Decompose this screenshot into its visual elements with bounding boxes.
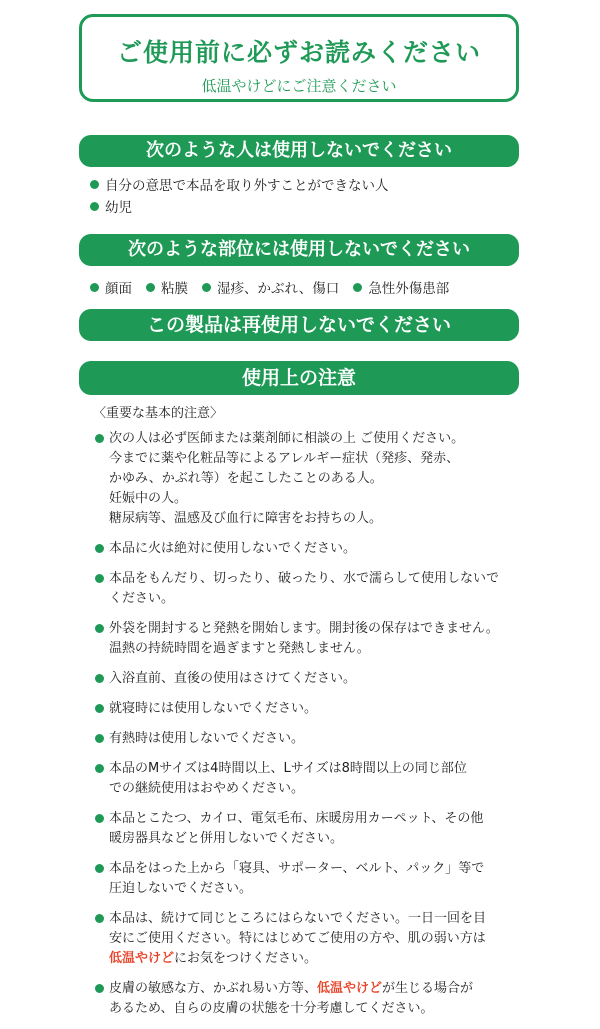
- section-heading-persons: 次のような人は使用しないでください: [79, 135, 519, 167]
- warning-text: 低温やけど: [317, 981, 383, 996]
- bullet-icon: [95, 624, 104, 633]
- bullet-icon: [95, 984, 104, 993]
- precaution-item: 本品とこたつ、カイロ、電気毛布、床暖房用カーペット、その他 暖房器具などと併用しないでください。: [93, 809, 523, 849]
- bullet-icon: [95, 544, 104, 553]
- precaution-item: 本品をもんだり、切ったり、破ったり、水で濡らして使用しないで ください。: [93, 569, 523, 609]
- precautions-subheading: 〈重要な基本的注意〉: [93, 406, 224, 421]
- bullet-icon: [95, 864, 104, 873]
- bullet-icon: [95, 814, 104, 823]
- list-item: 急性外傷患部: [353, 277, 449, 297]
- bullet-icon: [146, 283, 155, 292]
- section-heading-no-reuse: この製品は再使用しないでください: [79, 309, 519, 341]
- section-heading-body-parts: 次のような部位には使用しないでください: [79, 234, 519, 266]
- body-parts-list: [90, 277, 463, 297]
- bullet-icon: [90, 283, 99, 292]
- page-title: ご使用前に必ずお読みください: [116, 38, 481, 67]
- precaution-item: 本品をはった上から「寝具、サポーター、ベルト、パック」等で 圧迫しないでください。: [93, 859, 523, 899]
- bullet-icon: [202, 283, 211, 292]
- precaution-item: 本品に火は絶対に使用しないでください。: [93, 539, 523, 559]
- bullet-icon: [95, 434, 104, 443]
- list-item: 湿疹、かぶれ、傷口: [202, 277, 339, 297]
- bullet-icon: [95, 914, 104, 923]
- precautions-list: [93, 402, 523, 1029]
- precaution-item: 外袋を開封すると発熱を開始します。開封後の保存はできません。 温熱の持続時間を過ぎますと発熱しません。: [93, 619, 523, 659]
- precaution-item: 入浴直前、直後の使用はさけてください。: [93, 669, 523, 689]
- precaution-item: 本品は、続けて同じところにはらないでください。一日一回を目 安にご使用ください。特にはじめてご使用の方や、肌の弱い方は 低温やけどにお気をつけください。: [93, 909, 523, 969]
- bullet-icon: [95, 704, 104, 713]
- precaution-item: 本品のMサイズは4時間以上、Lサイズは8時間以上の同じ部位 での継続使用はおやめください。: [93, 759, 523, 799]
- bullet-icon: [90, 202, 99, 211]
- bullet-icon: [90, 180, 99, 189]
- bullet-icon: [353, 283, 362, 292]
- bullet-icon: [95, 764, 104, 773]
- bullet-icon: [95, 674, 104, 683]
- bullet-icon: [95, 574, 104, 583]
- list-item: 粘膜: [146, 277, 188, 297]
- list-item: 顔面: [90, 277, 132, 297]
- warning-text: 低温やけど: [109, 951, 175, 966]
- page-subtitle: 低温やけどにご注意ください: [201, 77, 397, 95]
- precaution-item: 次の人は必ず医師または薬剤師に相談の上 ご使用ください。 今までに薬や化粧品等によるアレルギー症状（発疹、発赤、 かゆみ、かぶれ等）を起こしたことのある人。 妊娠中の人。 糖尿病等、温感及び血行に障害をお持ちの人。: [93, 429, 523, 529]
- precaution-item: 皮膚の敏感な方、かぶれ易い方等、低温やけどが生じる場合が あるため、自らの皮膚の状態を十分考慮してください。: [93, 979, 523, 1019]
- persons-list: [90, 173, 389, 217]
- section-heading-precautions: 使用上の注意: [79, 361, 519, 395]
- title-box: [79, 14, 519, 102]
- precaution-item: 就寝時には使用しないでください。: [93, 699, 523, 719]
- list-item: 自分の意思で本品を取り外すことができない人: [90, 173, 389, 195]
- bullet-icon: [95, 734, 104, 743]
- list-item: 幼児: [90, 195, 389, 217]
- precaution-item: 有熱時は使用しないでください。: [93, 729, 523, 749]
